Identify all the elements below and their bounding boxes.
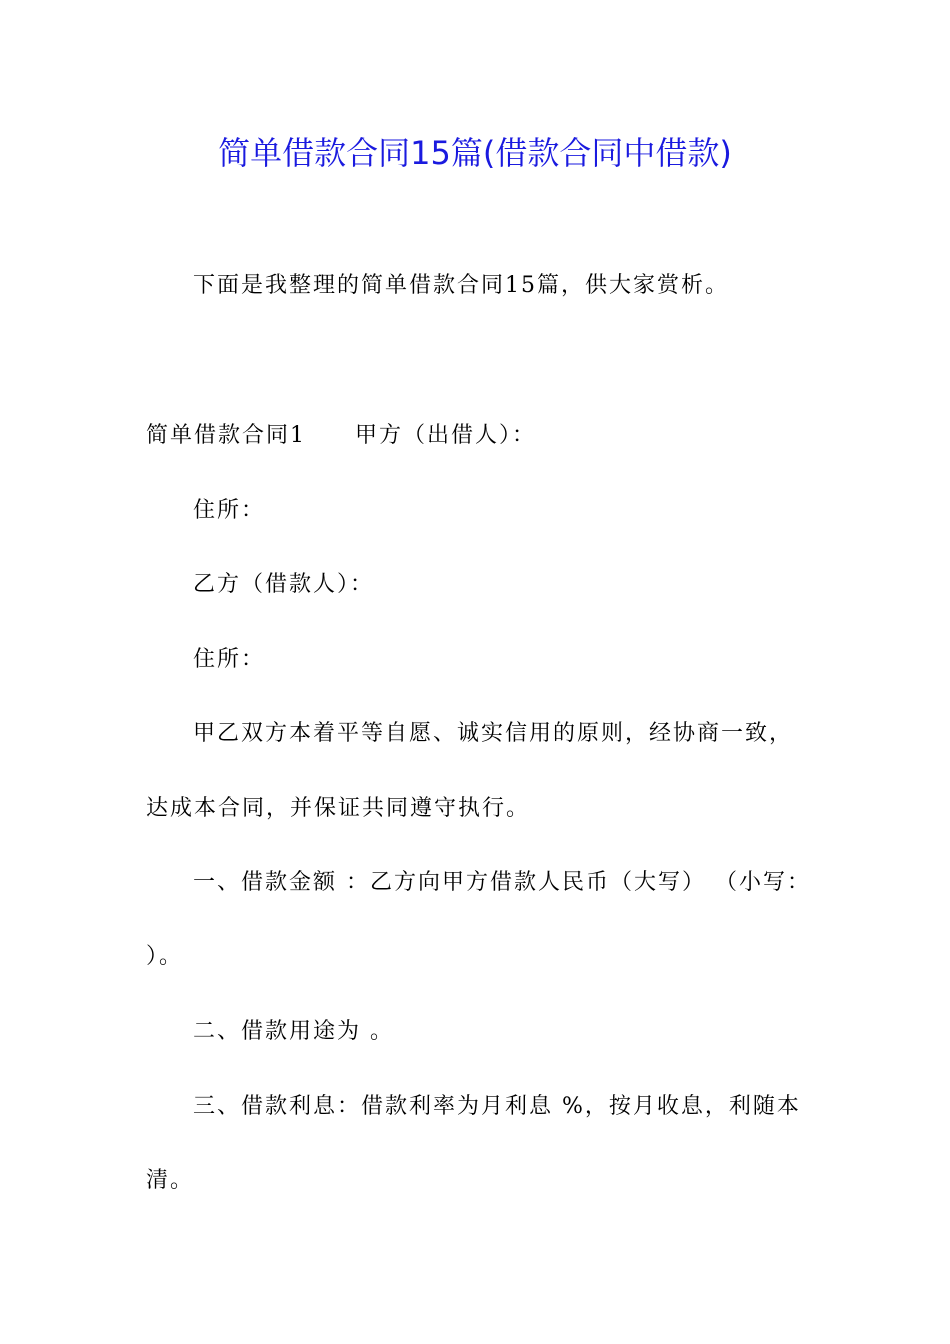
document-title: 简单借款合同15篇(借款合同中借款): [218, 134, 732, 172]
loan-purpose-clause: 二、借款用途为 。: [193, 1019, 394, 1044]
loan-interest-clause-line2: 清。: [146, 1168, 195, 1193]
party-a-label: 甲方（出借人）：: [355, 423, 537, 448]
principle-paragraph-line1: 甲乙双方本着平等自愿、诚实信用的原则，经协商一致，: [193, 721, 794, 746]
loan-interest-clause-line1: 三、借款利息：借款利率为月利息 %，按月收息，利随本: [193, 1094, 801, 1119]
party-a-address-label: 住所：: [193, 498, 266, 523]
party-b-address-label: 住所：: [193, 647, 266, 672]
intro-paragraph: 下面是我整理的简单借款合同15篇，供大家赏析。: [193, 273, 729, 298]
principle-paragraph-line2: 达成本合同，并保证共同遵守执行。: [146, 796, 531, 821]
loan-amount-clause-line1: 一、借款金额 ：乙方向甲方借款人民币（大写） （小写：: [193, 870, 811, 895]
loan-amount-clause-line2: ）。: [146, 944, 184, 969]
contract-heading: 简单借款合同1: [146, 423, 306, 448]
party-b-label: 乙方（借款人）：: [193, 572, 375, 597]
